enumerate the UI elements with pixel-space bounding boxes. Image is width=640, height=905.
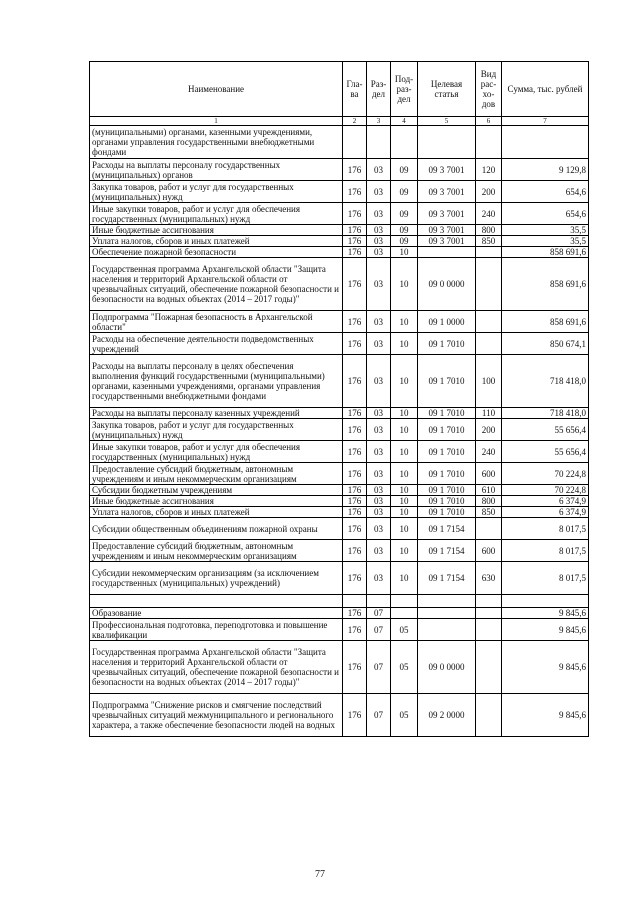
header-vid: Вид рас-хо-дов — [476, 62, 502, 117]
row-razdel: 03 — [367, 496, 391, 507]
column-number: 7 — [502, 117, 589, 126]
row-amount: 8 017,5 — [502, 540, 589, 562]
row-amount: 9 845,6 — [502, 608, 589, 619]
row-vid — [476, 333, 502, 355]
row-name: Субсидии бюджетным учреждениям — [90, 485, 343, 496]
row-glava: 176 — [343, 181, 367, 203]
row-glava: 176 — [343, 485, 367, 496]
row-vid: 850 — [476, 236, 502, 247]
row-glava: 176 — [343, 619, 367, 641]
row-razdel: 03 — [367, 518, 391, 540]
row-amount: 70 224,8 — [502, 485, 589, 496]
table-row — [90, 355, 589, 408]
row-amount: 654,6 — [502, 203, 589, 225]
row-amount: 35,5 — [502, 236, 589, 247]
row-razdel: 07 — [367, 694, 391, 737]
row-statya: 09 1 7010 — [418, 408, 476, 419]
row-statya — [418, 619, 476, 641]
row-statya: 09 1 7010 — [418, 463, 476, 485]
row-statya: 09 1 7010 — [418, 419, 476, 441]
row-razdel: 03 — [367, 258, 391, 311]
table-row — [90, 419, 589, 441]
row-amount: 8 017,5 — [502, 518, 589, 540]
table-row — [90, 408, 589, 419]
row-amount: 6 374,9 — [502, 507, 589, 518]
column-number-row — [90, 117, 589, 126]
table-row — [90, 496, 589, 507]
row-razdel: 03 — [367, 311, 391, 333]
row-podrazdel: 10 — [391, 419, 418, 441]
row-glava: 176 — [343, 608, 367, 619]
row-glava: 176 — [343, 236, 367, 247]
row-name: Подпрограмма "Пожарная безопасность в Архангельской области" — [90, 311, 343, 333]
table-row — [90, 518, 589, 540]
row-vid: 600 — [476, 463, 502, 485]
row-amount: 858 691,6 — [502, 258, 589, 311]
table-row — [90, 463, 589, 485]
row-podrazdel — [391, 126, 418, 159]
table-row — [90, 507, 589, 518]
row-glava: 176 — [343, 258, 367, 311]
row-glava: 176 — [343, 247, 367, 258]
row-vid: 800 — [476, 496, 502, 507]
column-number: 3 — [367, 117, 391, 126]
row-vid: 610 — [476, 485, 502, 496]
row-podrazdel: 05 — [391, 641, 418, 694]
row-name: Предоставление субсидий бюджетным, автономным учреждениям и иным некоммерческим организациям — [90, 463, 343, 485]
row-vid: 850 — [476, 507, 502, 518]
row-amount: 858 691,6 — [502, 247, 589, 258]
row-name: Уплата налогов, сборов и иных платежей — [90, 507, 343, 518]
row-statya: 09 1 7010 — [418, 496, 476, 507]
row-podrazdel: 10 — [391, 355, 418, 408]
row-razdel: 03 — [367, 408, 391, 419]
row-name: Закупка товаров, работ и услуг для государственных (муниципальных) нужд — [90, 181, 343, 203]
row-razdel — [367, 126, 391, 159]
row-statya: 09 3 7001 — [418, 159, 476, 181]
row-name: Профессиональная подготовка, переподготовка и повышение квалификации — [90, 619, 343, 641]
row-statya — [418, 608, 476, 619]
row-amount — [502, 595, 589, 608]
row-podrazdel: 10 — [391, 247, 418, 258]
row-glava: 176 — [343, 408, 367, 419]
table-row — [90, 562, 589, 595]
table-row — [90, 225, 589, 236]
row-statya: 09 3 7001 — [418, 181, 476, 203]
row-statya: 09 3 7001 — [418, 225, 476, 236]
row-statya: 09 1 7010 — [418, 441, 476, 463]
row-amount: 6 374,9 — [502, 496, 589, 507]
table-row — [90, 159, 589, 181]
row-razdel: 03 — [367, 225, 391, 236]
row-glava: 176 — [343, 159, 367, 181]
column-number: 4 — [391, 117, 418, 126]
row-vid: 630 — [476, 562, 502, 595]
row-amount: 55 656,4 — [502, 441, 589, 463]
budget-table — [89, 61, 589, 737]
table-body — [90, 126, 589, 737]
row-vid — [476, 311, 502, 333]
table-row — [90, 540, 589, 562]
row-podrazdel: 09 — [391, 236, 418, 247]
row-name: Расходы на обеспечение деятельности подведомственных учреждений — [90, 333, 343, 355]
row-vid — [476, 126, 502, 159]
row-name: Подпрограмма "Снижение рисков и смягчение последствий чрезвычайных ситуаций межмуниципального и регионального характера, а также обеспечение безопасности людей на водных — [90, 694, 343, 737]
table-row — [90, 595, 589, 608]
row-vid: 120 — [476, 159, 502, 181]
row-name: Расходы на выплаты персоналу в целях обеспечения выполнения функций государственными (муниципальными) органами, казенными учреждениями, органами управления государственными внебюджетными фондами — [90, 355, 343, 408]
row-vid: 800 — [476, 225, 502, 236]
row-name: Иные бюджетные ассигнования — [90, 225, 343, 236]
row-glava: 176 — [343, 641, 367, 694]
row-statya: 09 2 0000 — [418, 694, 476, 737]
row-vid: 600 — [476, 540, 502, 562]
row-razdel: 07 — [367, 619, 391, 641]
row-name: Субсидии общественным объединениям пожарной охраны — [90, 518, 343, 540]
row-podrazdel: 10 — [391, 485, 418, 496]
column-number: 2 — [343, 117, 367, 126]
row-statya — [418, 247, 476, 258]
row-podrazdel — [391, 595, 418, 608]
row-podrazdel: 10 — [391, 441, 418, 463]
table-row — [90, 258, 589, 311]
row-glava: 176 — [343, 203, 367, 225]
row-podrazdel: 05 — [391, 694, 418, 737]
row-glava — [343, 595, 367, 608]
row-statya: 09 1 0000 — [418, 311, 476, 333]
row-podrazdel: 09 — [391, 159, 418, 181]
row-amount: 70 224,8 — [502, 463, 589, 485]
row-glava: 176 — [343, 225, 367, 236]
row-podrazdel: 05 — [391, 619, 418, 641]
row-glava: 176 — [343, 441, 367, 463]
column-number: 1 — [90, 117, 343, 126]
row-statya: 09 1 7010 — [418, 355, 476, 408]
row-razdel: 03 — [367, 159, 391, 181]
row-podrazdel: 09 — [391, 203, 418, 225]
row-statya: 09 3 7001 — [418, 203, 476, 225]
row-amount: 718 418,0 — [502, 408, 589, 419]
row-name: Иные закупки товаров, работ и услуг для обеспечения государственных (муниципальных) нужд — [90, 203, 343, 225]
row-razdel: 03 — [367, 485, 391, 496]
table-row — [90, 181, 589, 203]
row-razdel: 03 — [367, 507, 391, 518]
row-name: Расходы на выплаты персоналу государственных (муниципальных) органов — [90, 159, 343, 181]
table-row — [90, 441, 589, 463]
row-vid — [476, 247, 502, 258]
row-razdel: 03 — [367, 355, 391, 408]
row-amount: 9 845,6 — [502, 694, 589, 737]
row-razdel: 03 — [367, 441, 391, 463]
table-row — [90, 203, 589, 225]
row-glava: 176 — [343, 518, 367, 540]
row-name: Обеспечение пожарной безопасности — [90, 247, 343, 258]
budget-table-page — [89, 61, 588, 737]
table-row — [90, 641, 589, 694]
row-podrazdel: 10 — [391, 540, 418, 562]
header-razdel: Раз-дел — [367, 62, 391, 117]
table-row — [90, 608, 589, 619]
row-razdel — [367, 595, 391, 608]
row-name: Субсидии некоммерческим организациям (за исключением государственных (муниципальных) учреждений) — [90, 562, 343, 595]
row-name: (муниципальными) органами, казенными учреждениями, органами управления государственными внебюджетными фондами — [90, 126, 343, 159]
row-podrazdel: 10 — [391, 258, 418, 311]
row-amount: 850 674,1 — [502, 333, 589, 355]
row-podrazdel — [391, 608, 418, 619]
row-name: Расходы на выплаты персоналу казенных учреждений — [90, 408, 343, 419]
row-statya: 09 1 7010 — [418, 507, 476, 518]
table-row — [90, 485, 589, 496]
row-statya: 09 0 0000 — [418, 258, 476, 311]
header-name: Наименование — [90, 62, 343, 117]
row-podrazdel: 10 — [391, 311, 418, 333]
row-amount: 858 691,6 — [502, 311, 589, 333]
row-name: Предоставление субсидий бюджетным, автономным учреждениям и иным некоммерческим организациям — [90, 540, 343, 562]
table-header-row — [90, 62, 589, 117]
row-amount: 718 418,0 — [502, 355, 589, 408]
row-amount: 9 845,6 — [502, 619, 589, 641]
header-statya: Целевая статья — [418, 62, 476, 117]
row-glava: 176 — [343, 311, 367, 333]
row-name: Государственная программа Архангельской области "Защита населения и территорий Архангельской области от чрезвычайных ситуаций, обеспечение пожарной безопасности и безопасности на водных объектах (2014 – 2017 годы)" — [90, 641, 343, 694]
row-razdel: 03 — [367, 463, 391, 485]
row-razdel: 07 — [367, 641, 391, 694]
table-row — [90, 126, 589, 159]
row-statya: 09 1 7154 — [418, 562, 476, 595]
row-vid: 200 — [476, 419, 502, 441]
row-razdel: 03 — [367, 419, 391, 441]
row-vid: 100 — [476, 355, 502, 408]
row-vid — [476, 518, 502, 540]
row-razdel: 03 — [367, 540, 391, 562]
row-vid — [476, 641, 502, 694]
row-vid — [476, 258, 502, 311]
row-podrazdel: 10 — [391, 518, 418, 540]
row-glava: 176 — [343, 496, 367, 507]
row-glava: 176 — [343, 540, 367, 562]
row-statya — [418, 126, 476, 159]
row-statya — [418, 595, 476, 608]
row-name: Образование — [90, 608, 343, 619]
row-vid: 110 — [476, 408, 502, 419]
header-glava: Гла-ва — [343, 62, 367, 117]
row-amount: 35,5 — [502, 225, 589, 236]
row-razdel: 07 — [367, 608, 391, 619]
column-number: 6 — [476, 117, 502, 126]
table-row — [90, 311, 589, 333]
row-name — [90, 595, 343, 608]
row-vid: 240 — [476, 441, 502, 463]
table-row — [90, 333, 589, 355]
row-amount — [502, 126, 589, 159]
row-razdel: 03 — [367, 247, 391, 258]
row-vid: 240 — [476, 203, 502, 225]
row-statya: 09 1 7154 — [418, 540, 476, 562]
row-podrazdel: 10 — [391, 463, 418, 485]
row-vid — [476, 595, 502, 608]
row-name: Закупка товаров, работ и услуг для государственных (муниципальных) нужд — [90, 419, 343, 441]
row-vid — [476, 694, 502, 737]
row-podrazdel: 09 — [391, 181, 418, 203]
row-razdel: 03 — [367, 181, 391, 203]
row-podrazdel: 10 — [391, 408, 418, 419]
row-podrazdel: 10 — [391, 496, 418, 507]
row-glava: 176 — [343, 419, 367, 441]
column-number: 5 — [418, 117, 476, 126]
row-statya: 09 3 7001 — [418, 236, 476, 247]
row-razdel: 03 — [367, 203, 391, 225]
page-number: 77 — [315, 869, 325, 880]
row-amount: 55 656,4 — [502, 419, 589, 441]
table-row — [90, 236, 589, 247]
row-vid — [476, 608, 502, 619]
header-podrazdel: Под-раз-дел — [391, 62, 418, 117]
row-glava: 176 — [343, 463, 367, 485]
row-statya: 09 1 7010 — [418, 333, 476, 355]
row-name: Уплата налогов, сборов и иных платежей — [90, 236, 343, 247]
row-glava: 176 — [343, 355, 367, 408]
row-podrazdel: 10 — [391, 562, 418, 595]
row-glava: 176 — [343, 694, 367, 737]
table-row — [90, 247, 589, 258]
row-amount: 8 017,5 — [502, 562, 589, 595]
row-amount: 654,6 — [502, 181, 589, 203]
row-name: Государственная программа Архангельской области "Защита населения и территорий Архангельской области от чрезвычайных ситуаций, обеспечение пожарной безопасности и безопасности на водных объектах (2014 – 2017 годы)" — [90, 258, 343, 311]
row-glava: 176 — [343, 507, 367, 518]
row-podrazdel: 10 — [391, 333, 418, 355]
row-amount: 9 845,6 — [502, 641, 589, 694]
row-name: Иные закупки товаров, работ и услуг для обеспечения государственных (муниципальных) нужд — [90, 441, 343, 463]
row-vid — [476, 619, 502, 641]
row-razdel: 03 — [367, 236, 391, 247]
row-podrazdel: 10 — [391, 507, 418, 518]
row-razdel: 03 — [367, 562, 391, 595]
row-razdel: 03 — [367, 333, 391, 355]
table-row — [90, 619, 589, 641]
row-glava: 176 — [343, 333, 367, 355]
row-statya: 09 0 0000 — [418, 641, 476, 694]
header-summa: Сумма, тыс. рублей — [502, 62, 589, 117]
row-glava: 176 — [343, 562, 367, 595]
row-statya: 09 1 7154 — [418, 518, 476, 540]
row-name: Иные бюджетные ассигнования — [90, 496, 343, 507]
row-amount: 9 129,8 — [502, 159, 589, 181]
row-vid: 200 — [476, 181, 502, 203]
row-statya: 09 1 7010 — [418, 485, 476, 496]
row-glava — [343, 126, 367, 159]
row-podrazdel: 09 — [391, 225, 418, 236]
table-row — [90, 694, 589, 737]
